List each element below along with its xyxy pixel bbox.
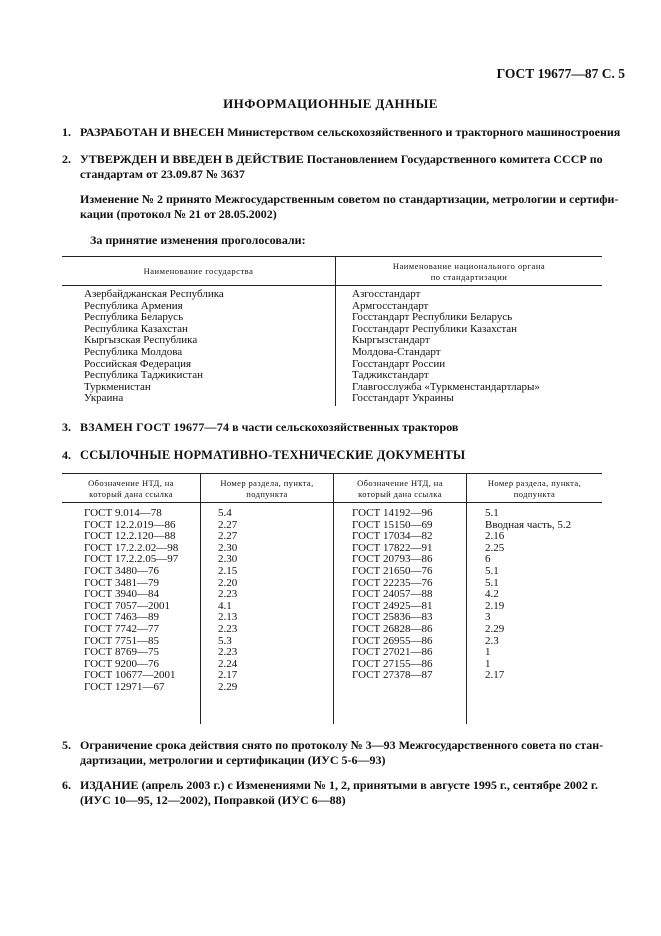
ref-section: 2.24 — [218, 657, 238, 670]
ref-section: Вводная часть, 5.2 — [485, 518, 572, 531]
refs-right-secs — [485, 508, 571, 682]
vote-body: Главгосслужба «Туркменстандартлары» — [352, 380, 540, 393]
section-1-lead: РАЗРАБОТАН И ВНЕСЕН — [80, 125, 225, 139]
ref-section: 1 — [485, 646, 491, 659]
refs-header-sec-line2: подпункта — [246, 489, 288, 499]
ref-doc: ГОСТ 17034—82 — [352, 530, 433, 543]
refs-header-sec-line2: подпункта — [513, 489, 556, 499]
ref-section: 5.1 — [485, 576, 499, 589]
vote-state: Республика Таджикистан — [84, 369, 203, 382]
ref-doc: ГОСТ 7057—2001 — [84, 599, 170, 612]
votes-table-header-rule — [62, 285, 602, 286]
votes-header-body-line1: Наименование национального органа — [392, 261, 546, 271]
ref-section: 2.23 — [218, 646, 238, 659]
section-2-number: 2. — [62, 152, 71, 166]
change-note — [80, 192, 621, 222]
section-4-number: 4. — [62, 448, 71, 462]
refs-header-sec-right — [467, 478, 602, 500]
votes-header-body — [336, 261, 602, 283]
vote-state: Российская Федерация — [84, 357, 192, 370]
ref-section: 5.1 — [485, 564, 499, 577]
ref-doc: ГОСТ 21650—76 — [352, 564, 433, 577]
ref-doc: ГОСТ 27378—87 — [352, 669, 433, 682]
refs-header-sec-left — [201, 478, 333, 500]
refs-right-docs — [352, 508, 432, 682]
change-note-line2: кации (протокол № 21 от 28.05.2002) — [80, 207, 277, 221]
vote-body: Азгосстандарт — [352, 288, 421, 300]
ref-section: 4.1 — [218, 599, 232, 612]
ref-doc: ГОСТ 24925—81 — [352, 599, 433, 612]
vote-state: Туркменистан — [84, 380, 151, 393]
ref-doc: ГОСТ 27021—86 — [352, 646, 433, 659]
ref-doc: ГОСТ 10677—2001 — [84, 669, 176, 682]
ref-doc: ГОСТ 14192—96 — [352, 507, 433, 519]
ref-section: 2.29 — [485, 622, 505, 635]
ref-section: 2.27 — [218, 530, 238, 543]
refs-left-docs — [84, 508, 178, 694]
ref-section: 2.3 — [485, 634, 499, 647]
refs-divider-1 — [200, 473, 201, 724]
ref-section: 2.23 — [218, 622, 238, 635]
ref-doc: ГОСТ 22235—76 — [352, 576, 433, 589]
ref-section: 2.30 — [218, 541, 238, 554]
votes-header-state: Наименование государства — [143, 266, 254, 276]
refs-table-header-rule — [62, 502, 602, 503]
votes-table-top-rule — [62, 256, 602, 257]
vote-state: Азербайджанская Республика — [84, 288, 224, 300]
refs-header-sec-line1: Номер раздела, пункта, — [487, 478, 582, 488]
ref-doc: ГОСТ 12.2.019—86 — [84, 518, 176, 531]
vote-body: Госстандарт Республики Беларусь — [352, 311, 513, 324]
ref-doc: ГОСТ 7751—85 — [84, 634, 159, 647]
ref-doc: ГОСТ 9200—76 — [84, 657, 159, 670]
section-6-line1: ИЗДАНИЕ (апрель 2003 г.) с Изменениями № 1, 2, принятыми в августе 1995 г., сентябре 2002 г. — [80, 778, 598, 792]
section-3 — [62, 420, 621, 435]
refs-header-doc-left — [62, 478, 200, 500]
section-6-number: 6. — [62, 778, 71, 792]
ref-doc: ГОСТ 17.2.2.05—97 — [84, 553, 179, 566]
ref-section: 2.13 — [218, 611, 238, 624]
vote-body: Молдова-Стандарт — [352, 345, 441, 358]
refs-header-doc-line1: Обозначение НТД, на — [88, 478, 174, 488]
refs-header-doc-line2: который дана ссылка — [358, 489, 442, 499]
section-4 — [62, 448, 621, 463]
section-2-text-line1: Постановлением Государственного комитета СССР по — [306, 152, 603, 166]
change-note-line1: Изменение № 2 принято Межгосударственным советом по стандартизации, метрологии и сертифи- — [80, 192, 619, 206]
ref-section: 1 — [485, 657, 491, 670]
vote-body: Госстандарт Украины — [352, 392, 454, 405]
ref-section: 5.3 — [218, 634, 232, 647]
ref-doc: ГОСТ 8769—75 — [84, 646, 159, 659]
ref-doc: ГОСТ 7463—89 — [84, 611, 159, 624]
ref-doc: ГОСТ 24057—88 — [352, 588, 433, 601]
vote-body: Госстандарт России — [352, 357, 446, 370]
section-5-line1: Ограничение срока действия снято по протоколу № 3—93 Межгосударственного совета по стан- — [80, 738, 604, 752]
refs-header-doc-line2: который дана ссылка — [89, 489, 173, 499]
refs-header-doc-right — [334, 478, 466, 500]
section-6-line2: (ИУС 10—95, 12—2002), Поправкой (ИУС 6—88) — [80, 793, 346, 807]
ref-section: 5.1 — [485, 507, 499, 519]
section-5-number: 5. — [62, 738, 71, 752]
vote-state: Республика Молдова — [84, 345, 183, 358]
ref-doc: ГОСТ 12971—67 — [84, 680, 165, 693]
ref-doc: ГОСТ 26828—86 — [352, 622, 433, 635]
page-header: ГОСТ 19677—87 С. 5 — [496, 66, 625, 81]
section-2 — [62, 152, 621, 182]
votes-states-list — [84, 289, 224, 405]
vote-state: Республика Армения — [84, 299, 183, 312]
ref-section: 2.17 — [485, 669, 505, 682]
section-1-text: Министерством сельскохозяйственного и тракторного машиностроения — [227, 125, 621, 139]
vote-body: Кыргызстандарт — [352, 334, 430, 347]
ref-doc: ГОСТ 7742—77 — [84, 622, 159, 635]
refs-left-secs — [218, 508, 237, 694]
ref-section: 2.23 — [218, 588, 238, 601]
vote-body: Армгосстандарт — [352, 299, 429, 312]
ref-doc: ГОСТ 26955—86 — [352, 634, 433, 647]
ref-section: 2.19 — [485, 599, 505, 612]
ref-doc: ГОСТ 3940—84 — [84, 588, 159, 601]
ref-doc: ГОСТ 3481—79 — [84, 576, 159, 589]
vote-body: Госстандарт Республики Казахстан — [352, 322, 518, 335]
section-6 — [62, 778, 621, 808]
section-5 — [62, 738, 621, 768]
section-3-number: 3. — [62, 420, 71, 434]
ref-section: 2.20 — [218, 576, 238, 589]
ref-doc: ГОСТ 12.2.120—88 — [84, 530, 176, 543]
section-2-lead: УТВЕРЖДЕН И ВВЕДЕН В ДЕЙСТВИЕ — [80, 152, 304, 166]
section-3-lead: ВЗАМЕН ГОСТ 19677—74 — [80, 420, 230, 434]
refs-divider-3 — [466, 473, 467, 724]
refs-header-sec-line1: Номер раздела, пункта, — [220, 478, 314, 488]
section-2-text-line2: стандартам от 23.09.87 № 3637 — [80, 167, 245, 181]
votes-intro: За принятие изменения проголосовали: — [90, 233, 306, 247]
votes-bodies-list — [352, 289, 540, 405]
refs-table-top-rule — [62, 473, 602, 474]
ref-doc: ГОСТ 20793—86 — [352, 553, 433, 566]
ref-section: 2.17 — [218, 669, 238, 682]
votes-header-body-line2: по стандартизации — [430, 272, 508, 282]
ref-section: 2.15 — [218, 564, 238, 577]
ref-section: 2.27 — [218, 518, 238, 531]
ref-doc: ГОСТ 9.014—78 — [84, 507, 162, 519]
ref-doc: ГОСТ 17.2.2.02—98 — [84, 541, 179, 554]
vote-state: Республика Казахстан — [84, 322, 188, 335]
ref-doc: ГОСТ 25836—83 — [352, 611, 433, 624]
vote-state: Украина — [84, 392, 124, 405]
ref-doc: ГОСТ 17822—91 — [352, 541, 433, 554]
ref-section: 5.4 — [218, 507, 232, 519]
ref-section: 2.29 — [218, 680, 238, 693]
vote-state: Республика Беларусь — [84, 311, 184, 324]
section-1 — [62, 125, 621, 140]
ref-section: 4.2 — [485, 588, 499, 601]
vote-body: Таджикстандарт — [352, 369, 429, 382]
ref-section: 3 — [485, 611, 491, 624]
vote-state: Кыргызская Республика — [84, 334, 198, 347]
section-5-line2: дартизации, метрологии и сертификации (ИУС 5-6—93) — [80, 753, 386, 767]
ref-section: 2.30 — [218, 553, 238, 566]
refs-divider-2 — [333, 473, 334, 724]
refs-header-doc-line1: Обозначение НТД, на — [357, 478, 443, 488]
section-1-number: 1. — [62, 125, 71, 139]
ref-doc: ГОСТ 3480—76 — [84, 564, 159, 577]
section-4-title: ССЫЛОЧНЫЕ НОРМАТИВНО-ТЕХНИЧЕСКИЕ ДОКУМЕНТЫ — [80, 448, 466, 462]
section-3-text: в части сельскохозяйственных тракторов — [232, 420, 459, 434]
ref-doc: ГОСТ 15150—69 — [352, 518, 433, 531]
ref-section: 6 — [485, 553, 491, 566]
ref-section: 2.16 — [485, 530, 505, 543]
ref-section: 2.25 — [485, 541, 505, 554]
document-title: ИНФОРМАЦИОННЫЕ ДАННЫЕ — [223, 96, 438, 111]
ref-doc: ГОСТ 27155—86 — [352, 657, 433, 670]
